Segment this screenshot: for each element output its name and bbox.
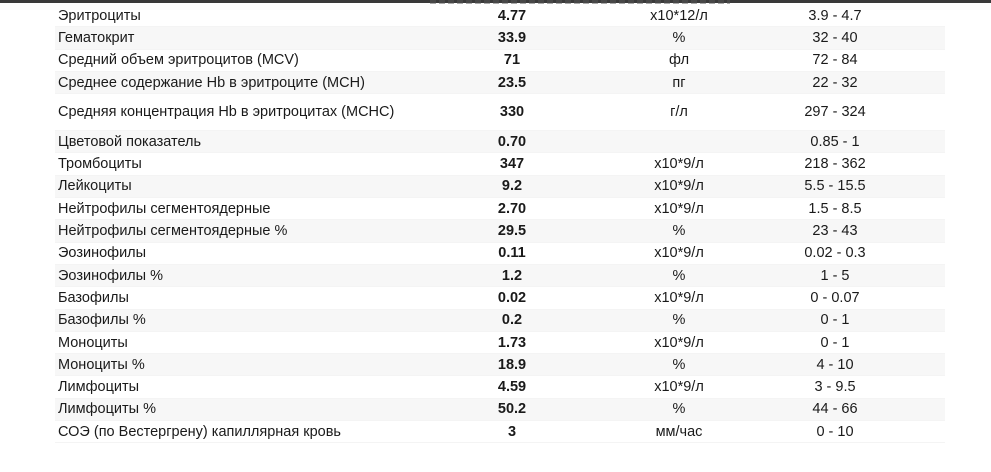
test-value: 0.2 — [501, 312, 523, 329]
reference-range: 5.5 - 15.5 — [804, 178, 866, 195]
test-unit: % — [672, 356, 686, 373]
test-name: Лимфоциты — [58, 379, 140, 396]
reference-range: 23 - 43 — [812, 223, 858, 240]
reference-range: 3 - 9.5 — [814, 379, 856, 396]
reference-range: 1 - 5 — [820, 267, 850, 284]
test-value: 33.9 — [497, 29, 527, 46]
table-row — [55, 131, 945, 153]
test-value: 0.02 — [497, 289, 527, 306]
table-row — [55, 198, 945, 220]
test-unit: % — [672, 267, 686, 284]
test-unit: % — [672, 312, 686, 329]
test-name: Цветовой показатель — [58, 133, 202, 150]
test-unit: % — [672, 223, 686, 240]
test-unit: пг — [672, 74, 686, 91]
reference-range: 3.9 - 4.7 — [808, 7, 862, 24]
table-row — [55, 50, 945, 72]
reference-range: 297 - 324 — [804, 104, 866, 121]
test-name: Тромбоциты — [58, 156, 142, 173]
test-unit: мм/час — [655, 423, 703, 440]
lab-results-table — [55, 5, 945, 443]
reference-range: 0.85 - 1 — [810, 133, 860, 150]
table-row — [55, 287, 945, 309]
test-unit: % — [672, 401, 686, 418]
table-row — [55, 265, 945, 287]
reference-range: 1.5 - 8.5 — [808, 200, 862, 217]
test-value: 4.77 — [497, 7, 527, 24]
table-row — [55, 376, 945, 398]
table-row — [55, 310, 945, 332]
test-unit: x10*9/л — [654, 200, 704, 217]
test-name: Эозинофилы — [58, 245, 147, 262]
table-row — [55, 72, 945, 94]
table-row — [55, 176, 945, 198]
test-name: Средний объем эритроцитов (MCV) — [58, 52, 299, 69]
test-value: 50.2 — [497, 401, 527, 418]
test-name: Эозинофилы % — [58, 267, 163, 284]
table-row — [55, 153, 945, 175]
reference-range: 32 - 40 — [812, 29, 858, 46]
test-unit: x10*9/л — [654, 178, 704, 195]
reference-range: 0 - 0.07 — [810, 289, 860, 306]
test-name: Лейкоциты — [58, 178, 132, 195]
test-name: Гематокрит — [58, 29, 135, 46]
cut-off-previous-row — [430, 0, 730, 4]
test-value: 0.11 — [498, 245, 526, 262]
test-value: 1.73 — [497, 334, 527, 351]
test-value: 29.5 — [497, 223, 527, 240]
test-value: 3 — [507, 423, 517, 440]
test-value: 347 — [499, 156, 525, 173]
test-name: Базофилы % — [58, 312, 146, 329]
test-name: Средняя концентрация Hb в эритроцитах (MCHC) — [58, 104, 395, 121]
test-value: 1.2 — [501, 267, 523, 284]
reference-range: 22 - 32 — [812, 74, 858, 91]
table-row — [55, 399, 945, 421]
test-name: Лимфоциты % — [58, 401, 156, 418]
table-row — [55, 421, 945, 443]
table-row — [55, 220, 945, 242]
test-name: Нейтрофилы сегментоядерные — [58, 200, 271, 217]
reference-range: 0.02 - 0.3 — [804, 245, 866, 262]
test-unit: x10*12/л — [650, 7, 708, 24]
reference-range: 0 - 10 — [816, 423, 854, 440]
table-row — [55, 332, 945, 354]
test-unit: x10*9/л — [654, 379, 704, 396]
test-value: 23.5 — [497, 74, 527, 91]
reference-range: 218 - 362 — [804, 156, 866, 173]
test-name: Базофилы — [58, 289, 129, 306]
test-value: 71 — [503, 52, 521, 69]
test-name: Моноциты % — [58, 356, 145, 373]
reference-range: 0 - 1 — [820, 334, 850, 351]
reference-range: 44 - 66 — [812, 401, 858, 418]
test-name: Моноциты — [58, 334, 128, 351]
table-row — [55, 27, 945, 49]
reference-range: 4 - 10 — [816, 356, 854, 373]
test-name: Эритроциты — [58, 7, 141, 24]
test-unit: г/л — [670, 104, 688, 121]
test-name: Среднее содержание Hb в эритроците (MCH) — [58, 74, 365, 91]
test-unit: % — [672, 29, 686, 46]
test-unit: x10*9/л — [654, 156, 704, 173]
test-unit: x10*9/л — [654, 289, 704, 306]
test-name: СОЭ (по Вестергрену) капиллярная кровь — [58, 423, 341, 440]
test-value: 0.70 — [497, 133, 527, 150]
table-row — [55, 243, 945, 265]
test-unit: x10*9/л — [654, 334, 704, 351]
test-value: 18.9 — [497, 356, 527, 373]
table-row — [55, 354, 945, 376]
test-unit: x10*9/л — [654, 245, 704, 262]
test-value: 330 — [499, 104, 525, 121]
test-name: Нейтрофилы сегментоядерные % — [58, 223, 288, 240]
table-row — [55, 94, 945, 131]
test-value: 4.59 — [497, 379, 527, 396]
test-value: 9.2 — [501, 178, 523, 195]
test-unit: фл — [668, 52, 690, 69]
reference-range: 72 - 84 — [812, 52, 858, 69]
test-value: 2.70 — [497, 200, 527, 217]
table-row — [55, 5, 945, 27]
reference-range: 0 - 1 — [820, 312, 850, 329]
